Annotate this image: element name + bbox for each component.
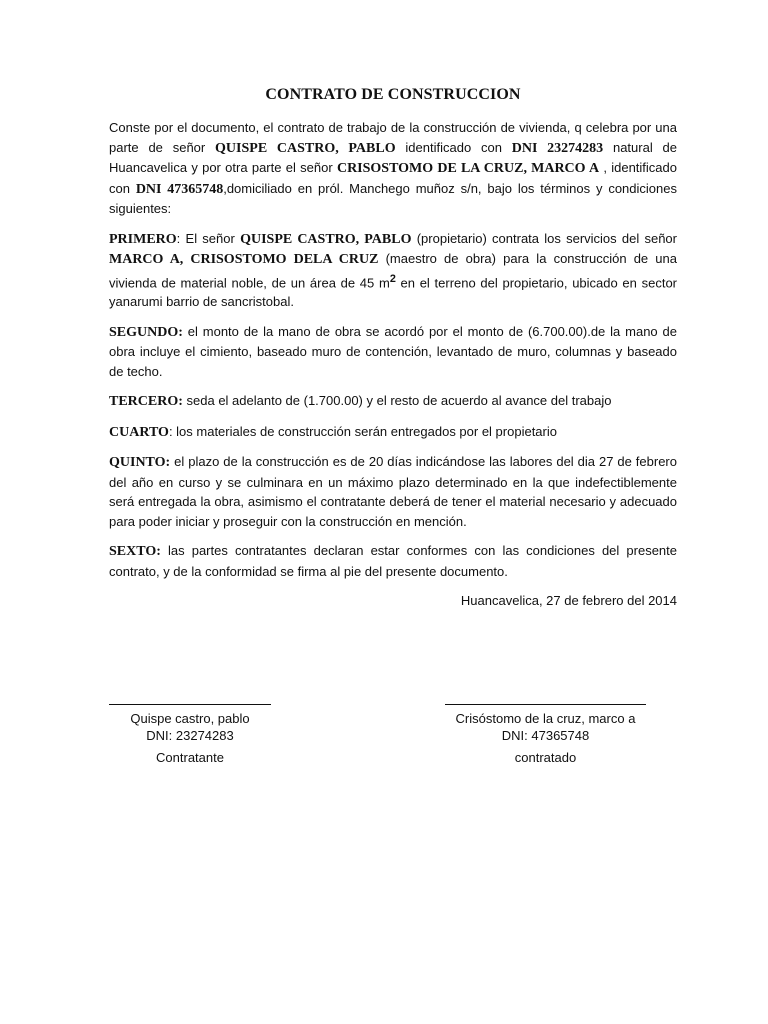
clause-segundo — [109, 322, 677, 382]
clause-text: : los materiales de construcción serán entregados por el propietario — [168, 423, 557, 439]
builder-name: MARCO A, CRISOSTOMO DELA CRUZ — [109, 252, 379, 267]
signer-role: contratado — [514, 750, 577, 765]
builder-dni: DNI 47365748 — [135, 181, 224, 197]
signer-name: Crisóstomo de la cruz, marco a — [455, 711, 636, 726]
signer-role: Contratante — [156, 750, 224, 765]
signature-line — [109, 704, 271, 705]
clause-primero — [109, 229, 677, 312]
signature-line — [445, 704, 646, 705]
document-title: CONTRATO DE CONSTRUCCION — [265, 86, 521, 103]
clause-label: TERCERO: — [109, 394, 183, 410]
clause-text: seda el adelanto de (1.700.00) y el resto de acuerdo al avance del trabajo — [182, 393, 612, 409]
owner-dni: DNI 23274283 — [511, 140, 604, 156]
intro-text-4: , identificado con — [109, 160, 677, 196]
clause-label: QUINTO: — [109, 455, 171, 471]
clause-text: las partes contratantes declaran estar conformes con las condiciones del presente contrato, y de la conformidad se firma al pie del presente documento. — [109, 543, 677, 579]
intro-paragraph — [109, 118, 677, 219]
intro-text-5: ,domiciliado en pról. Manchego muñoz s/n, bajo los términos y condiciones siguientes: — [109, 180, 677, 216]
clause-label: SEXTO: — [109, 544, 161, 560]
clause-tercero — [109, 391, 677, 412]
intro-text-2: identificado con — [395, 139, 512, 155]
superscript-2: 2 — [389, 272, 396, 285]
clause-text: (propietario) contrata los servicios del señor — [411, 230, 677, 246]
document-date: Huancavelica, 27 de febrero del 2014 — [460, 593, 677, 609]
builder-name: CRISOSTOMO DE LA CRUZ, MARCO A — [336, 161, 600, 176]
intro-text-3: natural de Huancavelica y por otra parte el señor — [109, 139, 677, 175]
clause-label: CUARTO — [109, 424, 169, 440]
clause-sexto — [109, 541, 677, 581]
clause-text: el plazo de la construcción es de 20 días indicándose las labores del dia 27 de febrero del año en curso y se culminara en un máximo plazo determinado en la que indefectiblemente será entregada la obra, asimismo el contratante deberá de tener el material necesario y adecuado para poder iniciar y proseguir con la construcción en mención. — [109, 454, 677, 529]
signature-block — [109, 704, 677, 784]
owner-name: QUISPE CASTRO, PABLO — [240, 231, 412, 247]
intro-text-1: Conste por el documento, el contrato de trabajo de la construcción de vivienda, q celebra por una parte de señor — [109, 120, 677, 155]
signature-contratado — [445, 704, 646, 766]
signer-dni: DNI: 47365748 — [501, 728, 590, 743]
clause-text: en el terreno del propietario, ubicado en sector yanarumi barrio de sancristobal. — [109, 274, 677, 310]
signature-contratante — [109, 704, 271, 766]
clause-text: (maestro de obra) para la construcción de una vivienda de material noble, de un área de 45 m — [109, 251, 677, 290]
signer-dni: DNI: 23274283 — [146, 728, 234, 743]
clause-text: : El señor — [176, 230, 241, 246]
signer-name: Quispe castro, pablo — [130, 711, 250, 726]
clause-label: SEGUNDO: — [109, 324, 183, 340]
clause-cuarto — [109, 422, 677, 443]
owner-name: QUISPE CASTRO, PABLO — [215, 140, 396, 156]
clause-label: PRIMERO — [109, 231, 177, 247]
contract-document — [109, 86, 677, 765]
clause-text: el monto de la mano de obra se acordó por el monto de (6.700.00).de la mano de obra incluye el cimiento, baseado muro de contención, levantado de muro, columnas y baseado de techo. — [109, 323, 677, 379]
clause-quinto — [109, 452, 677, 531]
